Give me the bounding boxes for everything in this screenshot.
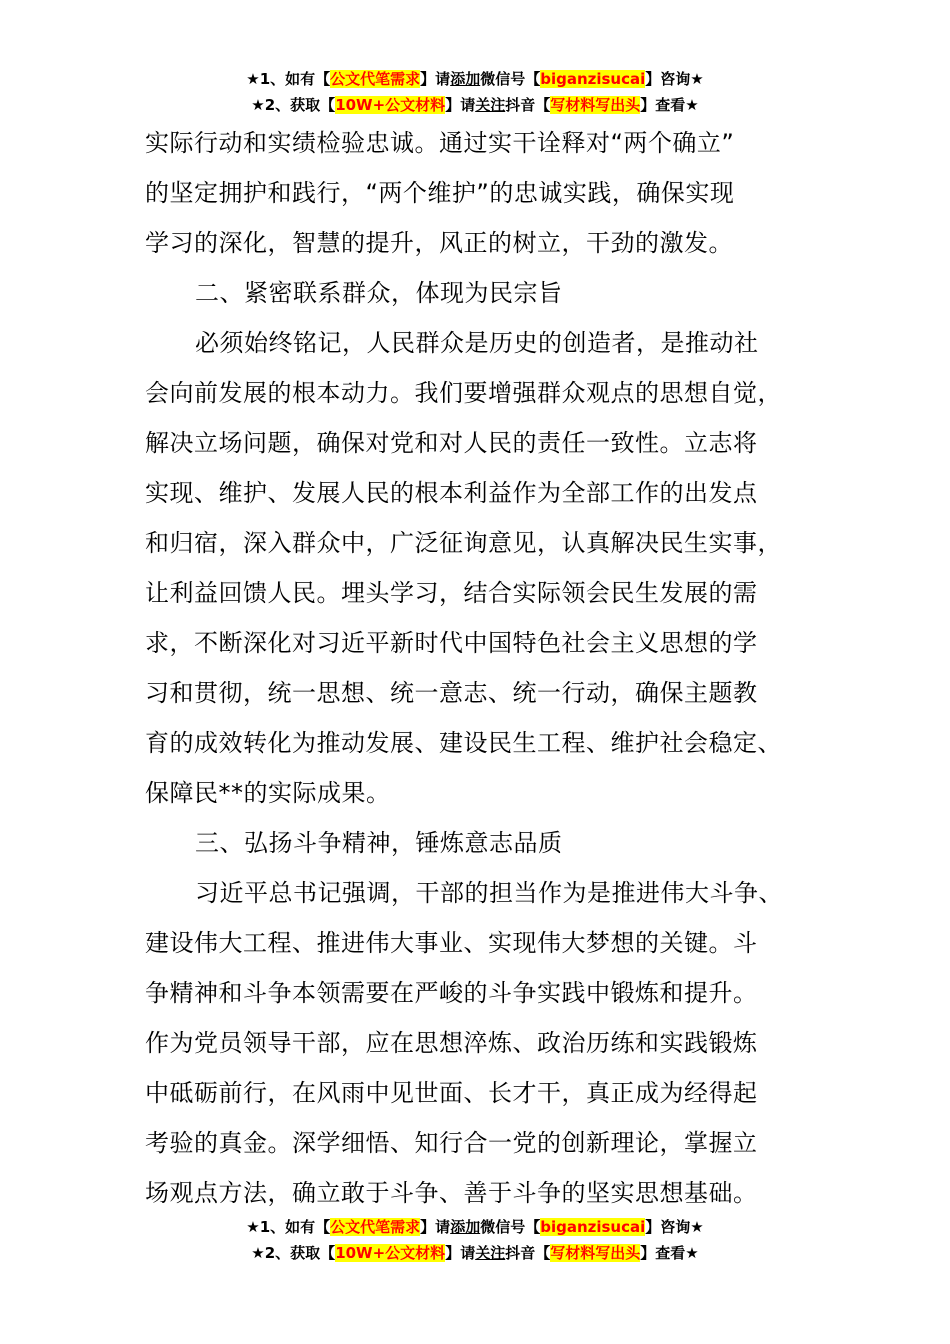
highlight-douyin: 写材料写出头 [550,96,641,114]
highlight-materials: 10W+公文材料 [335,1244,446,1262]
section-heading-2: 二、紧密联系群众，体现为民宗旨 [195,279,563,307]
text-line: 育的成效转化为推动发展、建设民生工程、维护社会稳定、 [145,729,782,757]
text-line: 学习的深化，智慧的提升，风正的树立，干劲的激发。 [145,229,733,257]
highlight-douyin: 写材料写出头 [550,1244,641,1262]
text-line: 作为党员领导干部，应在思想淬炼、政治历练和实践锻炼 [145,1029,758,1057]
text-line: 保障民**的实际成果。 [145,779,391,807]
text-line: 考验的真金。深学细悟、知行合一党的创新理论，掌握立 [145,1129,758,1157]
text-line: 必须始终铭记，人民群众是历史的创造者，是推动社 [195,329,759,357]
text-line: 和归宿，深入群众中，广泛征询意见，认真解决民生实事， [145,529,782,557]
highlight-wechat-id: biganzisucai [540,1218,646,1236]
highlight-wechat-id: biganzisucai [540,70,646,88]
text-line: 求，不断深化对习近平新时代中国特色社会主义思想的学 [145,629,758,657]
text-line: 解决立场问题，确保对党和对人民的责任一致性。立志将 [145,429,758,457]
text-line: 会向前发展的根本动力。我们要增强群众观点的思想自觉， [145,379,782,407]
text-line: 场观点方法，确立敢于斗争、善于斗争的坚实思想基础。 [145,1179,758,1207]
banner-line-2: ★2、获取【10W+公文材料】请关注抖音【写材料写出头】查看★ [251,96,699,114]
text-line: 建设伟大工程、推进伟大事业、实现伟大梦想的关键。斗 [145,929,758,957]
text-line: 争精神和斗争本领需要在严峻的斗争实践中锻炼和提升。 [145,979,758,1007]
section-heading-3: 三、弘扬斗争精神，锤炼意志品质 [195,829,563,857]
text-line: 习和贯彻，统一思想、统一意志、统一行动，确保主题教 [145,679,758,707]
header-banner [0,66,950,118]
document-body [145,118,807,1218]
text-line: 实现、维护、发展人民的根本利益作为全部工作的出发点 [145,479,758,507]
highlight-service: 公文代笔需求 [330,70,421,88]
banner-line-2: ★2、获取【10W+公文材料】请关注抖音【写材料写出头】查看★ [251,1244,699,1262]
highlight-materials: 10W+公文材料 [335,96,446,114]
banner-line-1: ★1、如有【公文代笔需求】请添加微信号【biganzisucai】咨询★ [246,1218,704,1236]
text-line: 的坚定拥护和践行，“两个维护”的忠诚实践，确保实现 [145,179,735,207]
highlight-service: 公文代笔需求 [330,1218,421,1236]
footer-banner [0,1214,950,1266]
text-line: 让利益回馈人民。埋头学习，结合实际领会民生发展的需 [145,579,758,607]
text-line: 中砥砺前行，在风雨中见世面、长才干，真正成为经得起 [145,1079,758,1107]
text-line: 实际行动和实绩检验忠诚。通过实干诠释对“两个确立” [145,129,735,157]
banner-line-1: ★1、如有【公文代笔需求】请添加微信号【biganzisucai】咨询★ [246,70,704,88]
text-line: 习近平总书记强调，干部的担当作为是推进伟大斗争、 [195,879,783,907]
